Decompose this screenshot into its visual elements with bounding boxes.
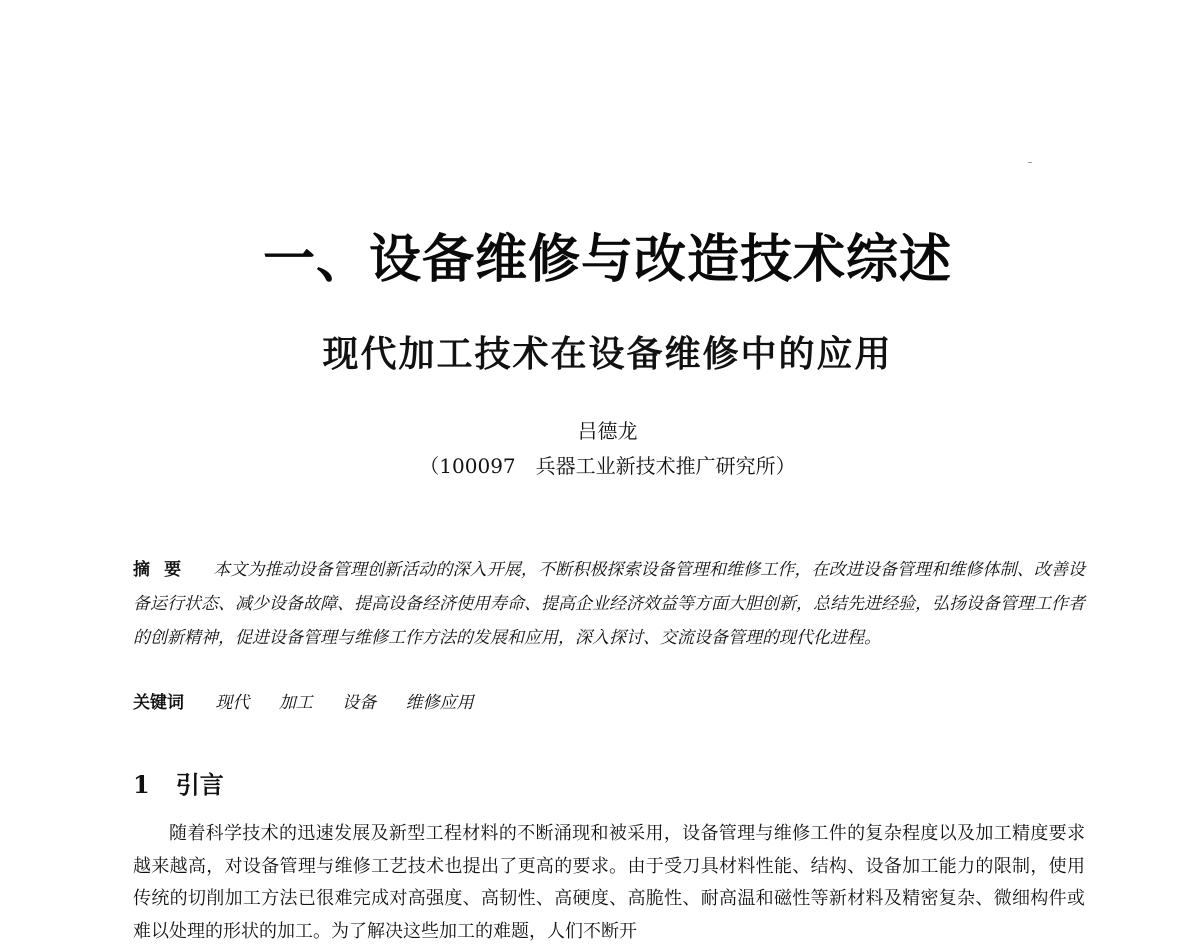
section-title: 一、设备维修与改造技术综述 <box>262 230 952 290</box>
author-name: 吕德龙 <box>577 419 638 443</box>
intro-section-title: 引言 <box>175 771 224 799</box>
abstract-block <box>133 553 1085 655</box>
intro-heading <box>133 768 224 802</box>
keywords-block <box>133 688 1085 718</box>
keyword-item: 加工 <box>278 693 313 713</box>
scan-speck <box>1028 162 1032 163</box>
abstract-label: 摘要 <box>133 560 196 580</box>
keyword-item: 设备 <box>342 693 377 713</box>
keyword-item: 现代 <box>215 693 250 713</box>
intro-paragraph: 随着科学技术的迅速发展及新型工程材料的不断涌现和被采用，设备管理与维修工件的复杂程度以及加工精度要求越来越高，对设备管理与维修工艺技术也提出了更高的要求。由于受刀具材料性能、结构、设备加工能力的限制，使用传统的切削加工方法已很难完成对高强度、高韧性、高硬度、高脆性、耐高温和磁性等新材料及精密复杂、微细构件或难以处理的形状的加工。为了解决这些加工的难题，人们不断开 <box>133 823 1085 942</box>
author-affiliation: （100097 兵器工业新技术推广研究所） <box>419 454 796 478</box>
intro-section-number: 1 <box>133 770 150 799</box>
keyword-item: 维修应用 <box>405 693 474 713</box>
abstract-text: 本文为推动设备管理创新活动的深入开展，不断积极探索设备管理和维修工作，在改进设备管理和维修体制、改善设备运行状态、减少设备故障、提高设备经济使用寿命、提高企业经济效益等方面大胆创新，总结先进经验，弘扬设备管理工作者的创新精神，促进设备管理与维修工作方法的发展和应用，深入探讨、交流设备管理的现代化进程。 <box>133 560 1086 648</box>
paper-title: 现代加工技术在设备维修中的应用 <box>322 333 893 375</box>
keywords-label: 关键词 <box>133 693 184 713</box>
